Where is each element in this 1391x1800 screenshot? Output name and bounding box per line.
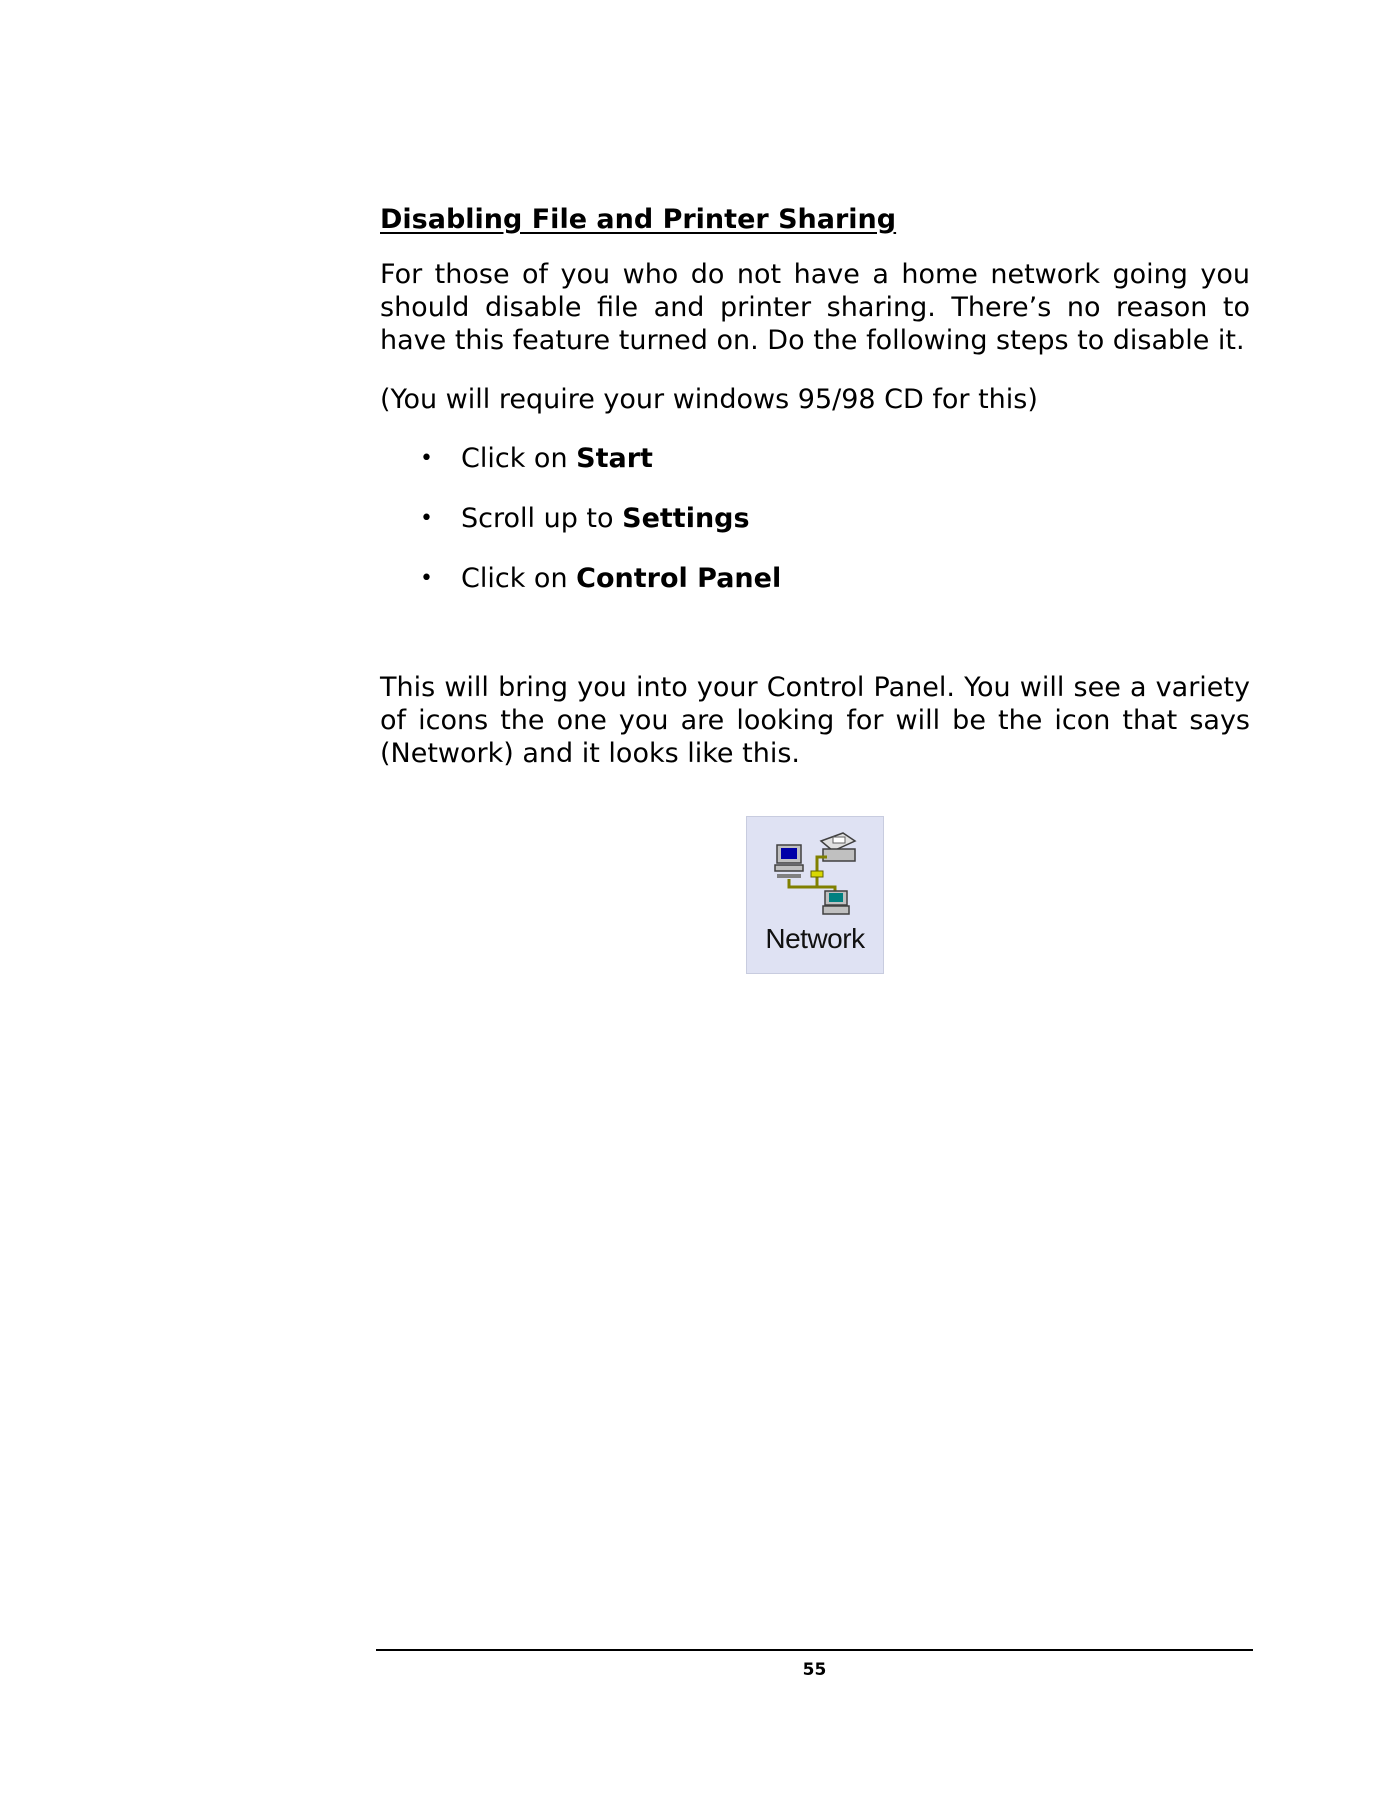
intro-paragraph: For those of you who do not have a home network going you should disable file and printer sharing. There’s no reason to have this feature turned on. Do the following steps to disable it. — [380, 259, 1250, 356]
network-icon — [773, 827, 859, 917]
control-panel-paragraph: This will bring you into your Control Panel. You will see a variety of icons the one you are looking for will be the icon that says (Network) and it looks like this. — [380, 672, 1250, 769]
step-item — [380, 562, 1250, 595]
step-keyword: Start — [576, 443, 653, 474]
bullet: • — [420, 566, 433, 591]
section-title: Disabling File and Printer Sharing — [380, 204, 897, 235]
step-text: Click on — [461, 563, 577, 594]
document-body — [380, 200, 1250, 770]
requirement-note: (You will require your windows 95/98 CD for this) — [380, 384, 1038, 415]
step-keyword: Settings — [622, 503, 750, 534]
page-number: 55 — [802, 1660, 827, 1680]
network-icon-label: Network — [765, 923, 865, 954]
bullet: • — [420, 506, 433, 531]
footer-divider — [376, 1649, 1253, 1651]
steps-list — [380, 442, 1250, 595]
step-text: Scroll up to — [461, 503, 623, 534]
step-keyword: Control Panel — [576, 563, 782, 594]
step-item — [380, 442, 1250, 475]
network-icon-screenshot — [746, 816, 884, 974]
step-item — [380, 502, 1250, 535]
step-text: Click on — [461, 443, 577, 474]
bullet: • — [420, 446, 433, 471]
